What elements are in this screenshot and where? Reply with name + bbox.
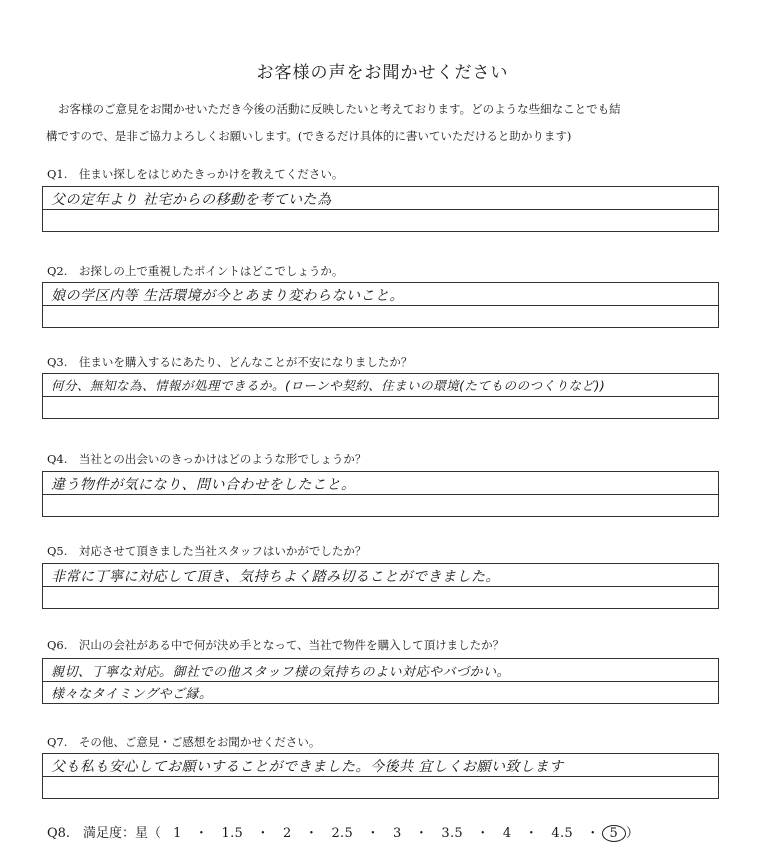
answer-box-divider	[43, 305, 718, 306]
answer-box-divider	[43, 776, 718, 777]
satisfaction-selected-circled: 5	[602, 825, 626, 842]
answer-box-6	[42, 658, 719, 704]
satisfaction-options: 1 ・ 1.5 ・ 2 ・ 2.5 ・ 3 ・ 3.5 ・ 4 ・ 4.5 ・	[173, 826, 600, 841]
answer-box-1	[42, 186, 719, 232]
answer-5-line-1: 非常に丁寧に対応して頂き、気持ちよく踏み切ることができました。	[51, 569, 500, 585]
satisfaction-rating	[47, 822, 639, 842]
answer-box-7	[42, 753, 719, 799]
answer-box-4	[42, 471, 719, 517]
answer-box-divider	[43, 586, 718, 587]
intro-line-2: 構ですので、是非ご協力よろしくお願いします。(できるだけ具体的に書いていただけると助かります)	[46, 129, 572, 143]
question-1-label: Q1. 住まい探しをはじめたきっかけを教えてください。	[47, 167, 344, 181]
answer-1-line-1: 父の定年より 社宅からの移動を考ていた為	[51, 192, 332, 208]
intro-text	[46, 96, 736, 150]
question-2-label: Q2. お探しの上で重視したポイントはどこでしょうか。	[47, 264, 344, 278]
answer-4-line-1: 違う物件が気になり、問い合わせをしたこと。	[51, 477, 356, 493]
answer-box-2	[42, 282, 719, 328]
answer-box-divider	[43, 209, 718, 210]
answer-7-line-1: 父も私も安心してお願いすることができました。今後共 宜しくお願い致します	[51, 759, 564, 775]
page-title: お客様の声をお聞かせください	[256, 63, 509, 83]
satisfaction-close: ）	[625, 826, 639, 841]
answer-box-divider	[43, 396, 718, 397]
answer-box-5	[42, 563, 719, 609]
satisfaction-label: Q8. 満足度：星（	[47, 826, 162, 841]
answer-6-line-1: 親切、丁寧な対応。御社での他スタッフ様の気持ちのよい対応やバづかい。	[51, 665, 511, 680]
question-5-label: Q5. 対応させて頂きました当社スタッフはいかがでしたか？	[47, 544, 367, 558]
question-6-label: Q6. 沢山の会社がある中で何が決め手となって、当社で物件を購入して頂けましたか？	[47, 638, 505, 652]
answer-2-line-1: 娘の学区内等 生活環境が今とあまり変わらないこと。	[51, 288, 404, 304]
answer-box-3	[42, 373, 719, 419]
answer-box-divider	[43, 494, 718, 495]
question-4-label: Q4. 当社との出会いのきっかけはどのような形でしょうか？	[47, 452, 367, 466]
question-7-label: Q7. その他、ご意見・ご感想をお聞かせください。	[47, 735, 321, 749]
answer-3-line-1: 何分、無知な為、情報が処理できるか。(ローンや契約、住まいの環境(たてもののつくりなど))	[51, 378, 606, 393]
intro-line-1: お客様のご意見をお聞かせいただき今後の活動に反映したいと考えております。どのような些細なことでも結	[58, 102, 621, 116]
question-3-label: Q3. 住まいを購入するにあたり、どんなことが不安になりましたか？	[47, 355, 413, 369]
answer-box-divider	[43, 681, 718, 682]
answer-6-line-2: 様々なタイミングやご縁。	[51, 687, 213, 702]
